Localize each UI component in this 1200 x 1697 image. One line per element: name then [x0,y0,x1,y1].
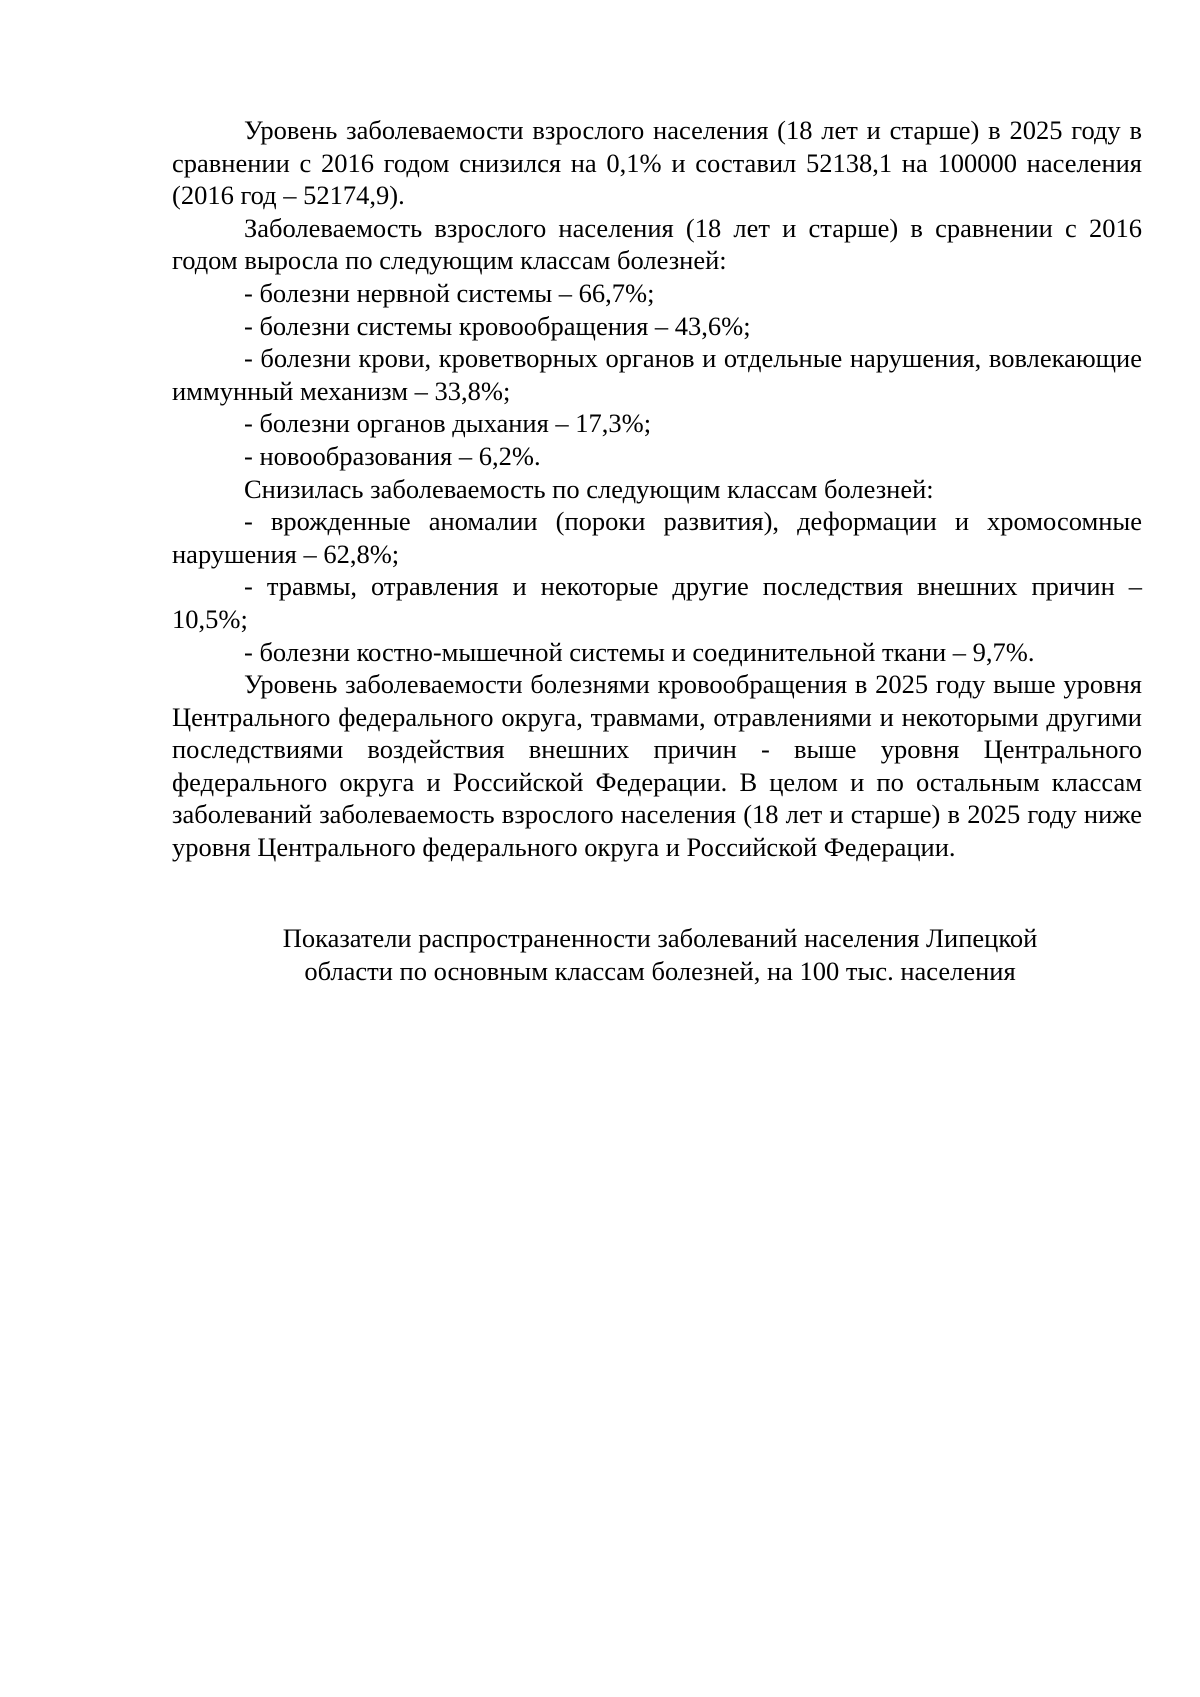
list-item-respiratory: - болезни органов дыхания – 17,3%; [244,408,652,439]
list-item-neoplasms: - новообразования – 6,2%. [244,440,541,471]
body-text [172,114,1142,864]
list-item-musculoskeletal: - болезни костно-мышечной системы и соединительной ткани – 9,7%. [244,636,1035,667]
table-heading-line-1: Показатели распространенности заболеваний населения Липецкой [282,923,1038,953]
table-heading-line-2: области по основным классам болезней, на 100 тыс. населения [304,955,1016,986]
table-heading [230,922,1090,987]
paragraph-decrease-intro: Снизилась заболеваемость по следующим классам болезней: [244,473,934,504]
paragraph-comparison: Уровень заболеваемости болезнями кровообращения в 2025 году выше уровня Центрального федерального округа, травмами, отравлениями и некоторыми другими последствиями воздействия внешних причин - выше уровня Центрального федерального округа и Российской Федерации. В целом и по остальным классам заболеваний заболеваемость взрослого населения (18 лет и старше) в 2025 году ниже уровня Центрального федерального округа и Российской Федерации. [172,669,1142,863]
list-item-blood-diseases: - болезни крови, кроветворных органов и отдельные нарушения, вовлекающие иммунный механизм – 33,8%; [172,343,1142,406]
paragraph-increase-intro: Заболеваемость взрослого населения (18 лет и старше) в сравнении с 2016 годом выросла по следующим классам болезней: [172,212,1142,276]
list-item-nervous-system: - болезни нервной системы – 66,7%; [244,277,655,308]
list-item-circulatory-system: - болезни системы кровообращения – 43,6%; [244,310,751,341]
paragraph-overall-morbidity: Уровень заболеваемости взрослого населения (18 лет и старше) в 2025 году в сравнении с 2016 годом снизился на 0,1% и составил 52138,1 на 100000 населения (2016 год – 52174,9). [172,115,1142,211]
list-item-congenital-anomalies: - врожденные аномалии (пороки развития), деформации и хромосомные нарушения – 62,8%; [172,506,1142,569]
list-item-injuries: - травмы, отравления и некоторые другие последствия внешних причин – 10,5%; [172,571,1142,634]
